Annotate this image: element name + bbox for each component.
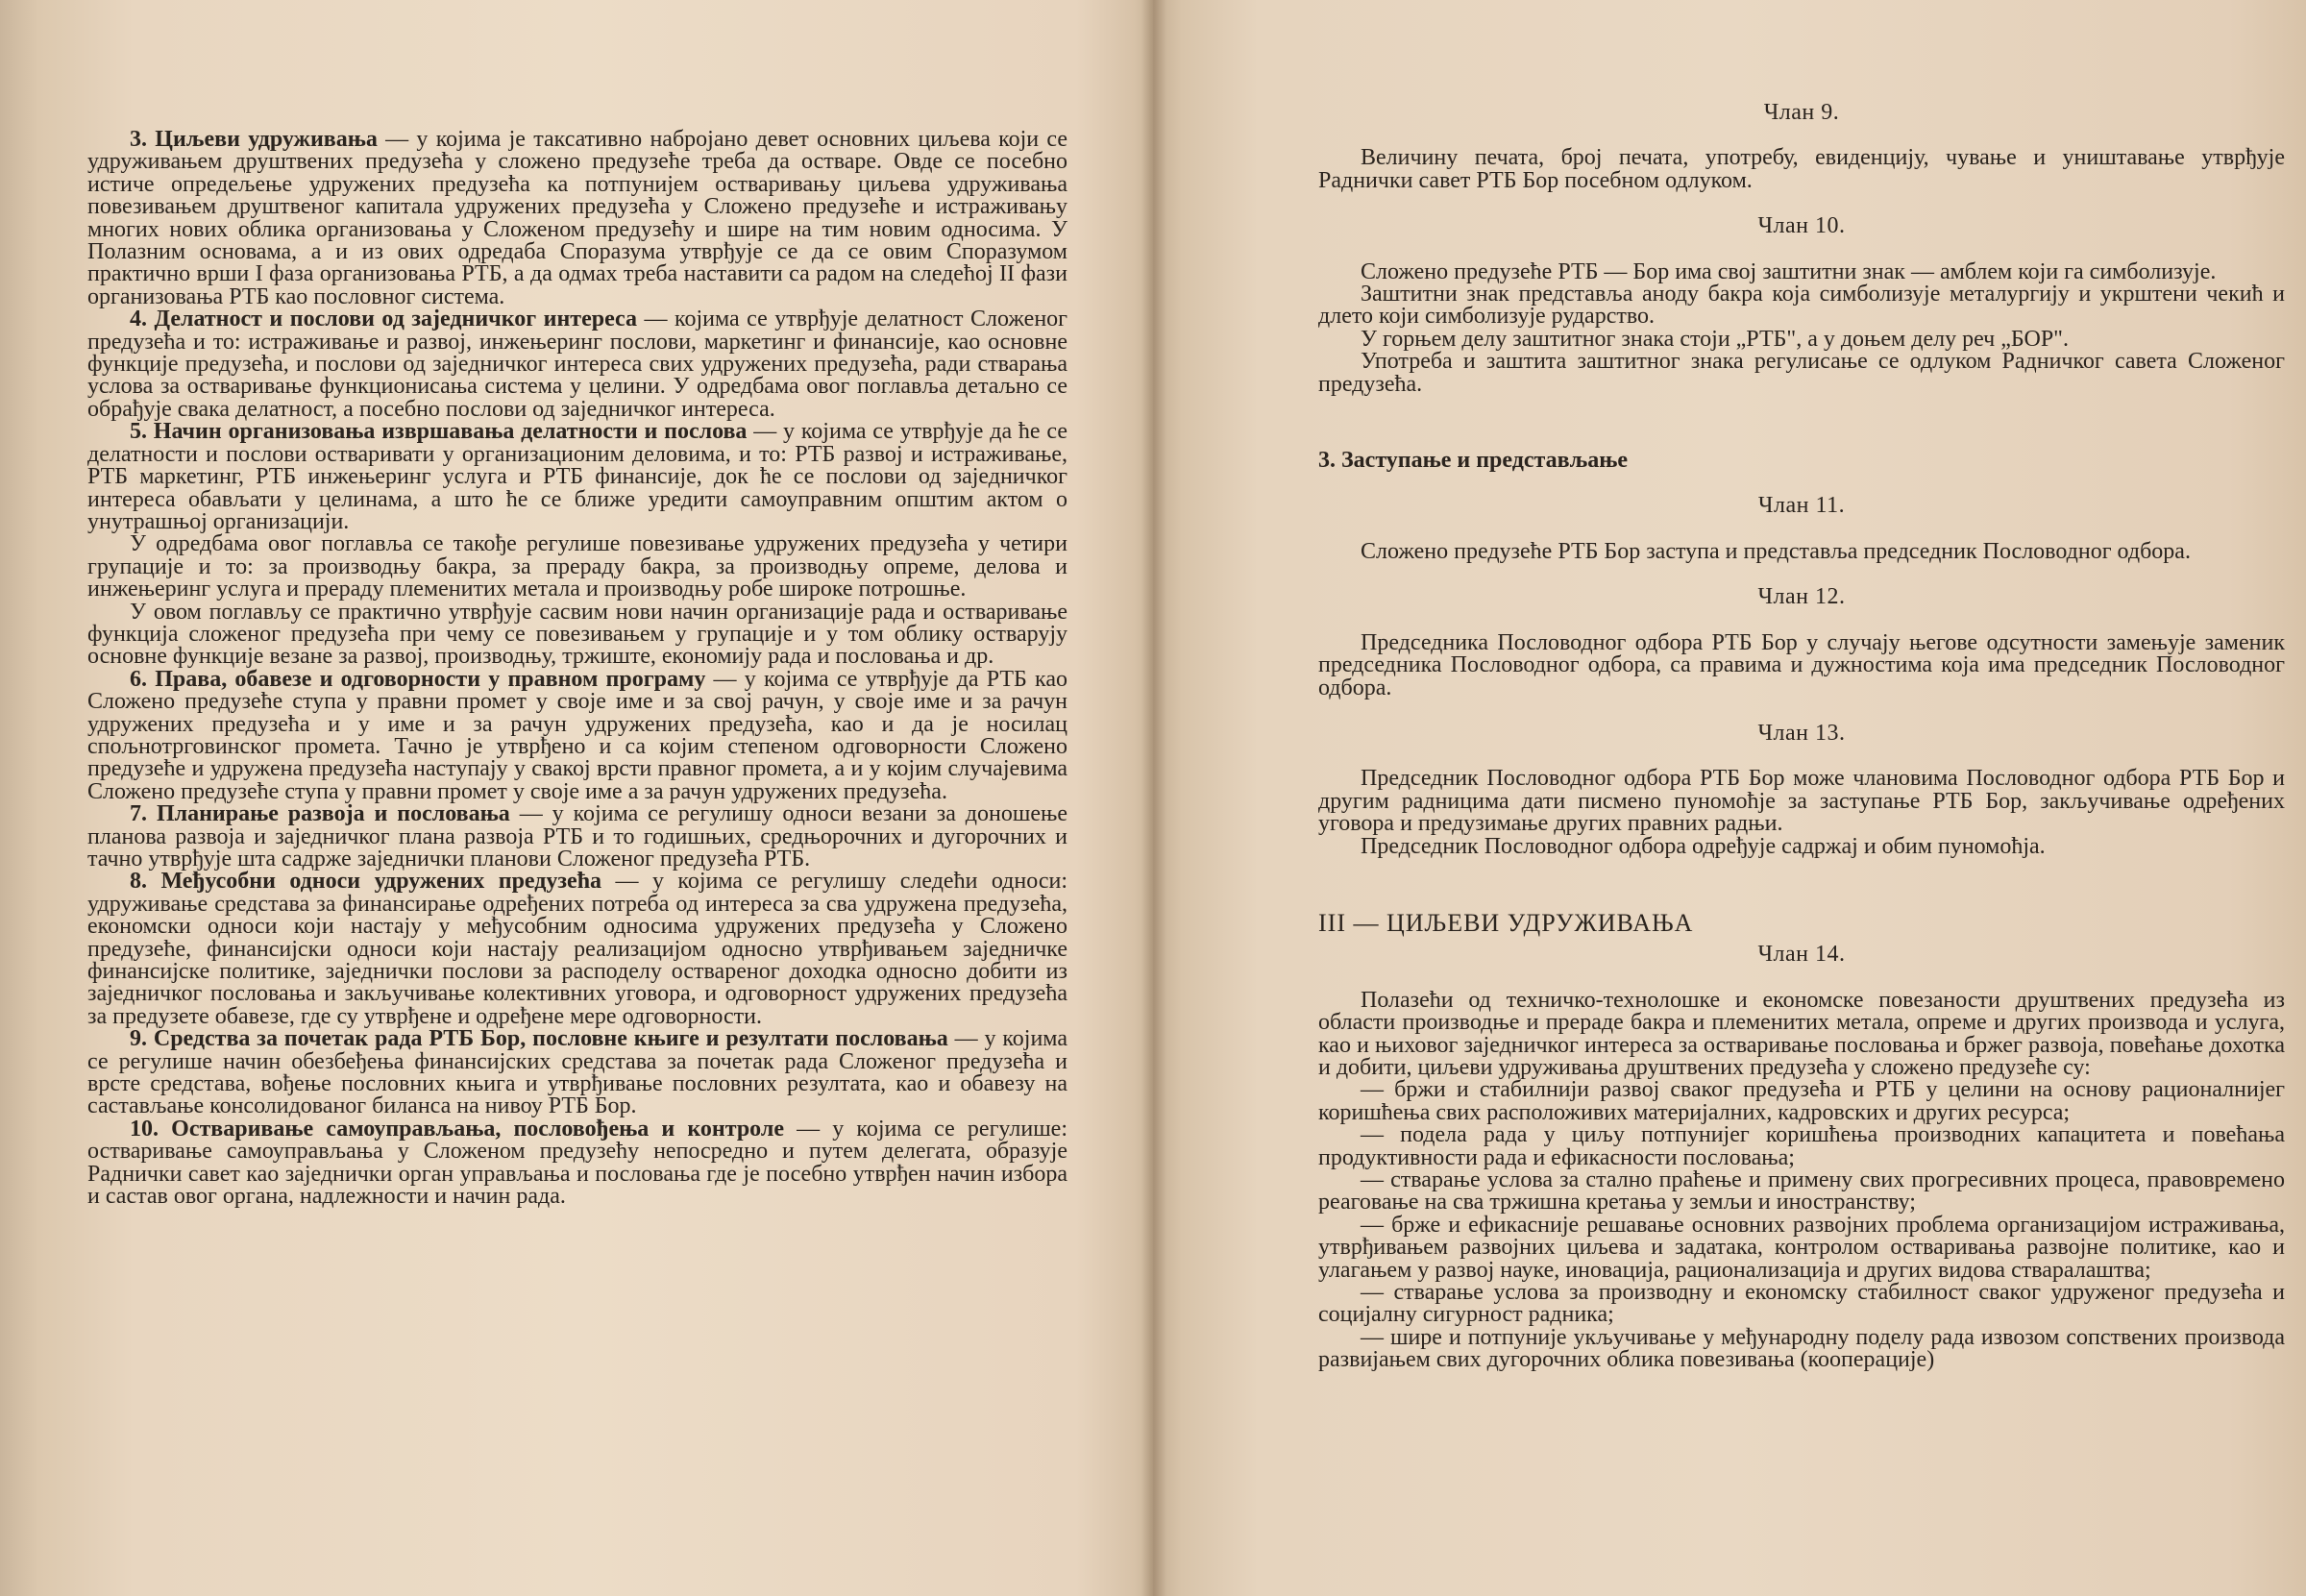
paragraph-title: 3. Циљеви удруживања — [130, 127, 378, 152]
article-14-item: — брже и ефикасније решавање основних развојних проблема организацијом истраживања, утврђивањем развојних циљева и задатака, контролом остваривања развојне политике, као и улагањем у развој науке, иновација, рационализација и других видова стваралаштва; — [1318, 1212, 2285, 1283]
section-3-heading: 3. Заступање и представљање — [1318, 448, 1629, 474]
article-13-heading: Члан 13. — [1757, 720, 1846, 746]
article-10-paragraph: Заштитни знак представља аноду бакра која симболизује металургију и укрштени чекић и длето који симболизује рударство. — [1318, 282, 2285, 330]
left-paragraph — [87, 599, 1067, 670]
article-10-paragraph: У горњем делу заштитног знака стоји „РТБ", а у доњем делу реч „БОР". — [1361, 326, 2069, 352]
paragraph-text: — у којима се утврђује да РТБ као Сложено предузеће ступа у правни промет у своје име и за свој рачун, у своје име и за рачун удружених предузећа и у име и за рачун удружених предузећа, као и да је носилац спољнотрговинског промета. Тачно је утврђено и са којим степеном одговорности Сложено предузеће и удружена предузећа наступају у свакој врсти правног промета, а и у којим случајевима Сложено предузеће ступа у правни промет у своје име а за рачун удружених предузећа. — [87, 666, 1067, 804]
article-11-heading: Члан 11. — [1757, 493, 1846, 519]
article-14-heading: Члан 14. — [1757, 942, 1846, 968]
article-14-item: — стварање услова за производну и економску стабилност сваког удруженог предузећа и социјалну сигурност радника; — [1318, 1280, 2285, 1328]
paragraph-title: 4. Делатност и послови од заједничког интереса — [130, 307, 637, 332]
paragraph-title: 6. Права, обавезе и одговорности у правном програму — [130, 666, 706, 692]
article-9-heading: Члан 9. — [1763, 100, 1840, 125]
left-paragraph — [87, 1118, 1067, 1209]
article-14-item: — стварање услова за стално праћење и примену свих прогресивних процеса, правовремено реаговање на сва тржишна кретања у земљи и иностранству; — [1318, 1167, 2285, 1215]
paragraph-text: У одредбама овог поглавља се такође регулише повезивање удружених предузећа у четири групације и то: за производњу бакра, за прераду бакра, за производњу опреме, делова и инжењеринг услуга и прераду племенитих метала и производњу робе широке потрошње. — [87, 531, 1067, 602]
paragraph-title: 7. Планирање развоја и пословања — [130, 801, 510, 827]
left-column — [87, 129, 1067, 1209]
left-paragraph — [87, 533, 1067, 601]
paragraph-text: — у којима се регулишу односи везани за доношење планова развоја и заједничког плана развоја РТБ и то годишњих, средњорочних и дугорочних и тачно утврђује шта садрже заједнички планови Сложеног предузећа РТБ. — [87, 801, 1067, 872]
article-10-paragraph: Употреба и заштита заштитног знака регулисање се одлуком Радничког савета Сложеног предузећа. — [1318, 349, 2285, 397]
left-paragraph — [87, 871, 1067, 1028]
paragraph-title: 10. Остваривање самоуправљања, пословођења и контроле — [130, 1116, 784, 1142]
paragraph-text: — у којима се утврђује да ће се делатности и послови остваривати у организационим деловима, и то: РТБ развој и истраживање, РТБ маркетинг, РТБ инжењеринг услуга и РТБ финансије, док ће се послови од заједничког интереса обављати у целинама, а што ће се ближе уредити самоуправним општим актом о унутрашњој организацији. — [87, 419, 1067, 534]
left-paragraph — [87, 129, 1067, 308]
article-13-paragraph: Председник Пословодног одбора РТБ Бор може члановима Пословодног одбора РТБ Бор и другим радницима дати писмено пуномоћје за заступање РТБ Бор, закључивање одређених уговора и предузимање других правних радњи. — [1318, 766, 2285, 837]
paragraph-text: — у којима се регулишу следећи односи: удруживање средстава за финансирање одређених потреба од интереса за сва удружена предузећа, економски односи који настају у међусобним односима удружених предузећа у Сложено предузеће, финансијски односи који настају реализацијом односно утврђивањем заједничке финансијске политике, заједнички послови за расподелу оствареног доходка односно добити из заједничког пословања и закључивање колективних уговора, и одговорност удружених предузећа за предузете обавезе, где су утврђене и одређене мере одговорности. — [87, 869, 1067, 1029]
left-paragraph — [87, 1028, 1067, 1118]
article-11-text: Сложено предузеће РТБ Бор заступа и представља председник Пословодног одбора. — [1361, 538, 2191, 564]
paragraph-text: У овом поглављу се практично утврђује сасвим нови начин организације рада и остваривање функција сложеног предузећа при чему се повезивањем у групације и у том облику остварују основне функције везане за развој, производњу, тржиште, економију рада и пословања и др. — [87, 599, 1067, 670]
right-page — [1153, 0, 2306, 1596]
chapter-heading: III — ЦИЉЕВИ УДРУЖИВАЊА — [1318, 908, 1694, 937]
article-10-paragraph: Сложено предузеће РТБ — Бор има свој заштитни знак — амблем који га симболизује. — [1361, 258, 2217, 284]
article-9-text: Величину печата, број печата, употребу, евиденцију, чување и уништавање утврђује Раднички савет РТБ Бор посебном одлуком. — [1318, 145, 2285, 193]
paragraph-title: 9. Средства за почетак рада РТБ Бор, пословне књиге и резултати пословања — [130, 1026, 948, 1052]
article-12-text: Председника Пословодног одбора РТБ Бор у случају његове одсутности замењује заменик председника Пословодног одбора, са правима и дужностима која има председник Пословодног одбора. — [1318, 629, 2285, 700]
article-14-item: — подела рада у циљу потпунијег коришћења производних капацитета и повећања продуктивности рада и ефикасности пословања; — [1318, 1122, 2285, 1170]
article-14-list — [1318, 1079, 2285, 1371]
article-12-heading: Члан 12. — [1757, 584, 1846, 610]
left-paragraph — [87, 666, 1067, 804]
book-gutter — [1141, 0, 1166, 1596]
article-10-heading: Члан 10. — [1757, 213, 1846, 239]
paragraph-text: — у којима се регулише: остваривање самоуправљања у Сложеном предузећу непосредно и путем делегата, образује Раднички савет као заједнички орган управљања и пословања где је посебно утврђен начин избора и састав овог органа, надлежности и начин рада. — [87, 1116, 1067, 1210]
left-paragraph — [87, 803, 1067, 871]
paragraph-text: — у којима се регулише начин обезбеђења финансијских средстава за почетак рада Сложеног предузећа и врсте средстава, вођење пословних књига и утврђивање пословних резултата, као и обавезу на састављање консолидованог биланса на нивоу РТБ Бор. — [87, 1026, 1067, 1119]
left-paragraph — [87, 421, 1067, 533]
paragraph-title: 8. Међусобни односи удружених предузећа — [130, 869, 602, 895]
right-column — [1318, 102, 2285, 1372]
left-paragraph — [87, 308, 1067, 421]
article-14-item: — шире и потпуније укључивање у међународну поделу рада извозом сопствених производа развијањем свих дугорочних облика повезивања (кооперације) — [1318, 1324, 2285, 1373]
article-13-paragraph: Председник Пословодног одбора одређује садржај и обим пуномоћја. — [1361, 833, 2046, 859]
paragraph-title: 5. Начин организовања извршавања делатности и послова — [130, 419, 748, 445]
article-14-intro: Полазећи од техничко-технолошке и економске повезаности друштвених предузећа из области производње и прераде бакра и племенитих метала, опреме и других производа и услуга, као и њиховог заједничког интереса за остваривање пословања и бржег развоја, повећање дохотка и добити, циљеви удруживања друштвених предузећа у сложено предузеће су: — [1318, 987, 2285, 1080]
paragraph-text: — у којима је таксативно набројано девет основних циљева који се удруживањем друштвених предузећа у сложено предузеће треба да остваре. Овде се посебно истиче опредељење удружених предузећа ка потпунијем остваривању циљева удруживања повезивањем друштвеног капитала удружених предузећа у Сложено предузеће и истраживању многих нових облика организовања у Сложеном предузећу и шире на тим новим односима. У Полазним основама, а и из ових одредаба Споразума утврђује се да се овим Споразумом практично врши I фаза организовања РТБ, а да одмах треба наставити са радом на следећој II фази организовања РТБ као пословног система. — [87, 127, 1068, 309]
article-14-item: — бржи и стабилнији развој сваког предузећа и РТБ у целини на основу рационалнијег коришћења свих расположивих материјалних, кадровских и других ресурса; — [1318, 1077, 2285, 1125]
paragraph-text: — којима се утврђује делатност Сложеног предузећа и то: истраживање и развој, инжењеринг послови, маркетинг и финансије, као основне функције предузећа, и послови од заједничког интереса свих удружених предузећа, ради стварања услова за остваривање функционисања система у целини. У одредбама овог поглавља детаљно се обрађује свака делатност, а посебно послови од заједничког интереса. — [87, 307, 1067, 422]
